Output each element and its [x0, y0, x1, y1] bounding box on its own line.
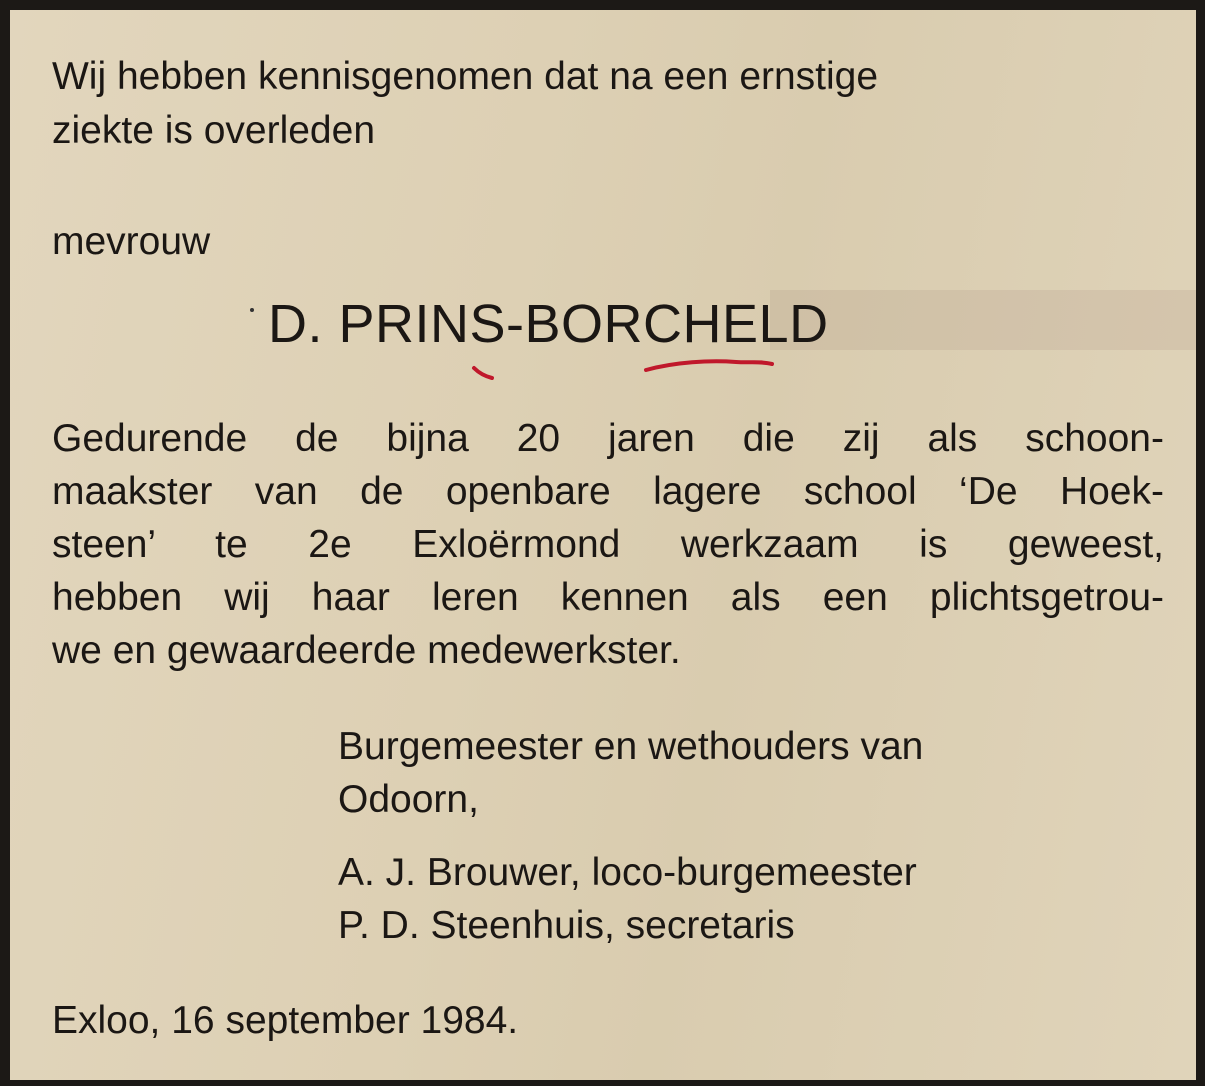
body-line: steen’ te 2e Exloërmond werkzaam is geweest, — [52, 523, 1164, 566]
intro-text — [52, 50, 878, 158]
red-pen-tick-icon — [468, 360, 498, 386]
body-line: Gedurende de bijna 20 jaren die zij als schoon- — [52, 417, 1164, 460]
dateline: Exloo, 16 september 1984. — [52, 999, 519, 1042]
signatory-line: A. J. Brouwer, loco-burgemeester — [338, 851, 917, 894]
sender-line: Burgemeester en wethouders van — [338, 725, 924, 768]
signatory-line: P. D. Steenhuis, secretaris — [338, 904, 795, 947]
body-line: maakster van de openbare lagere school ‘De Hoek- — [52, 470, 1164, 513]
sender-block — [338, 720, 1138, 826]
signatories-block — [338, 846, 1138, 952]
body-paragraph — [52, 412, 1164, 677]
intro-line: ziekte is overleden — [52, 109, 376, 152]
honorific: mevrouw — [52, 220, 211, 263]
paper-background — [10, 10, 1196, 1080]
sender-line: Odoorn, — [338, 778, 479, 821]
red-pen-underline-icon — [640, 350, 780, 380]
deceased-name: D. PRINS-BORCHELD — [268, 294, 829, 354]
body-line: we en gewaardeerde medewerkster. — [52, 629, 681, 672]
body-line: hebben wij haar leren kennen als een plichtsgetrou- — [52, 576, 1164, 619]
intro-line: Wij hebben kennisgenomen dat na een ernstige — [52, 55, 879, 98]
bleed-through-band — [770, 290, 1196, 350]
ink-speck — [250, 308, 254, 312]
